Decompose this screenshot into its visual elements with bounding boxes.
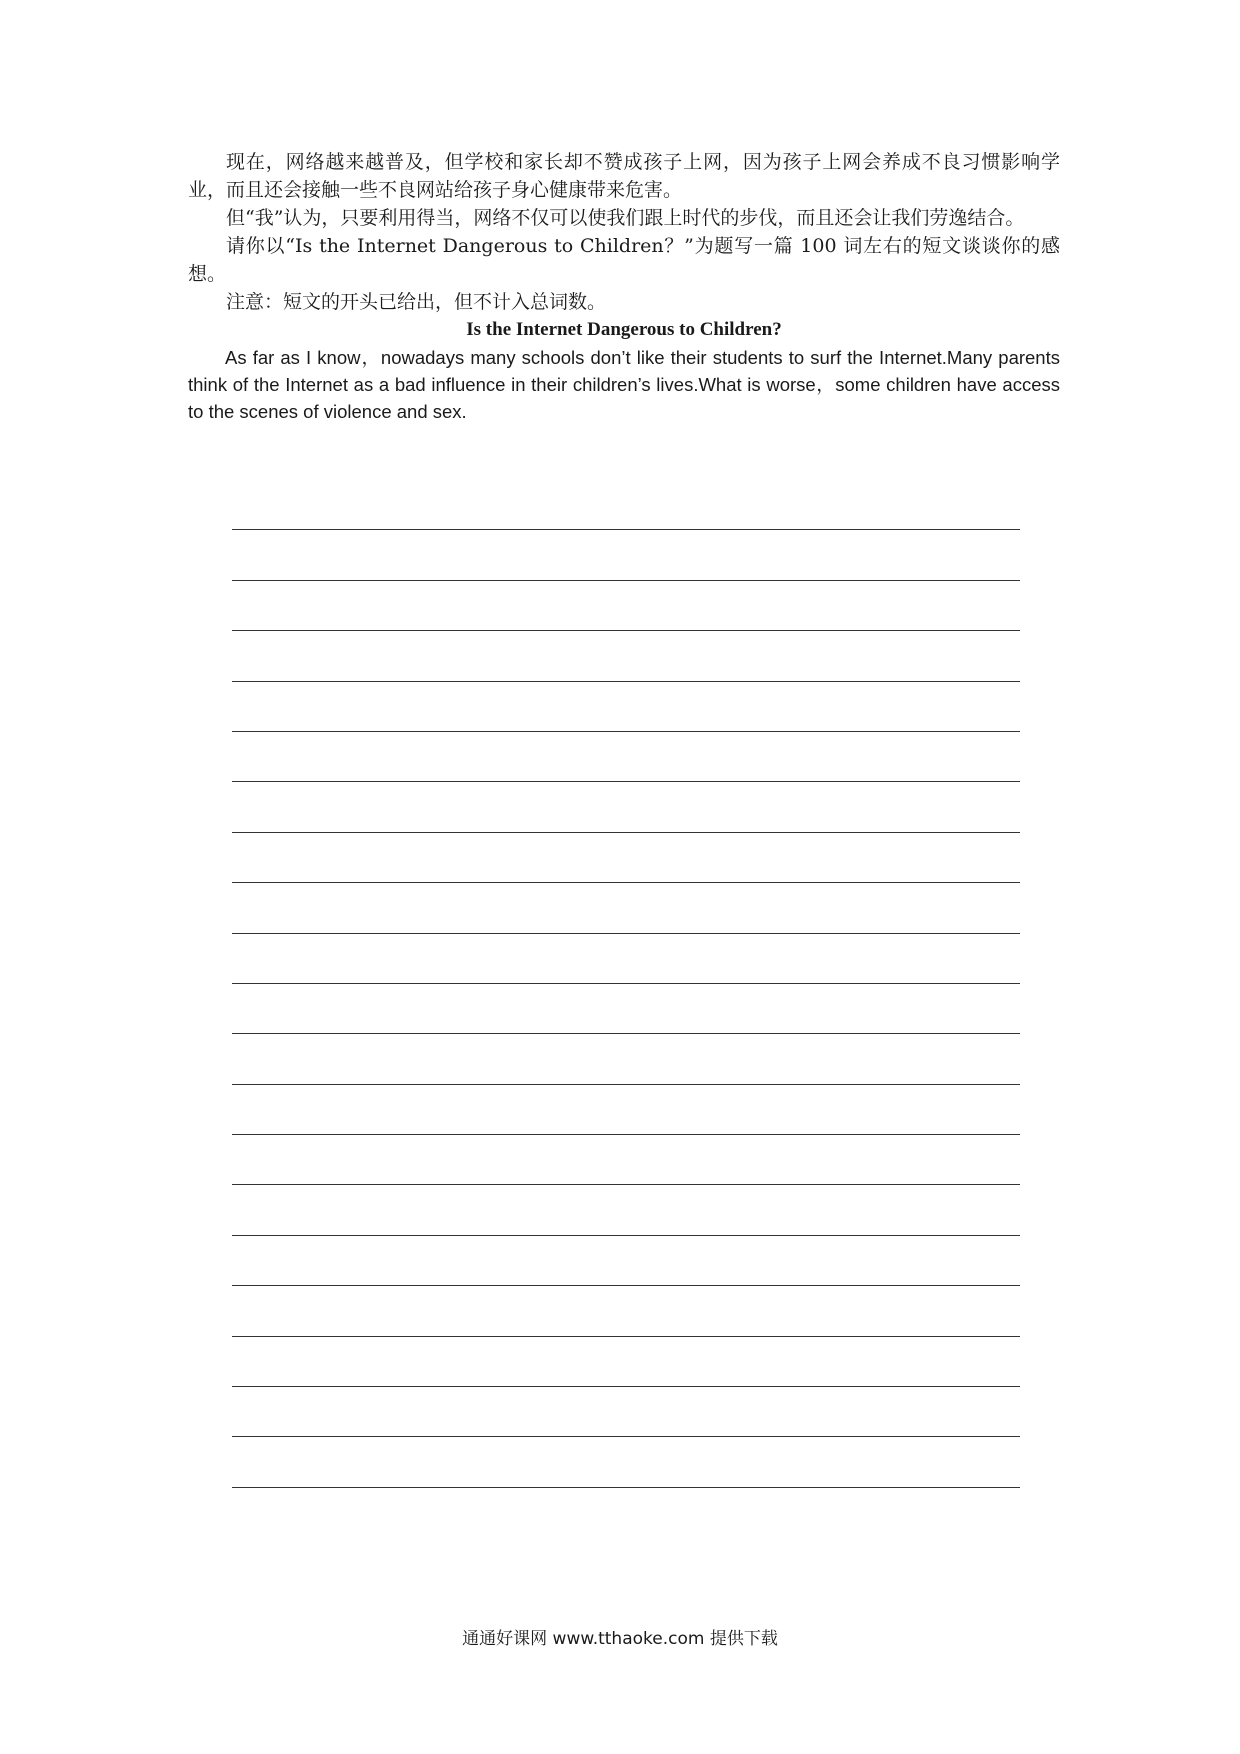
instruction-note: 注意：短文的开头已给出，但不计入总词数。: [226, 291, 607, 313]
writing-area: [232, 480, 1020, 1488]
writing-line: [232, 1135, 1020, 1185]
essay-opening: As far as I know，nowadays many schools don’t like their students to surf the Internet.Many parents think of the Internet as a bad influence in their children’s lives.What is worse，some children have access to the scenes of violence and sex.: [188, 347, 1060, 422]
writing-line: [232, 1085, 1020, 1135]
footer-credit: 通通好课网 www.tthaoke.com 提供下载: [462, 1629, 778, 1649]
essay-title: Is the Internet Dangerous to Children?: [466, 319, 782, 340]
writing-line: [232, 984, 1020, 1034]
writing-line: [232, 1236, 1020, 1286]
writing-line: [232, 1387, 1020, 1437]
writing-line: [232, 1337, 1020, 1387]
writing-line: [232, 883, 1020, 933]
writing-line: [232, 631, 1020, 681]
writing-line: [232, 1286, 1020, 1336]
writing-line: [232, 1437, 1020, 1487]
writing-line: [232, 530, 1020, 580]
question-block: [188, 148, 1060, 425]
instruction-paragraph-1: 现在，网络越来越普及，但学校和家长却不赞成孩子上网，因为孩子上网会养成不良习惯影响学业，而且还会接触一些不良网站给孩子身心健康带来危害。: [188, 151, 1060, 201]
writing-line: [232, 833, 1020, 883]
writing-line: [232, 1185, 1020, 1235]
writing-line: [232, 1034, 1020, 1084]
writing-line: [232, 782, 1020, 832]
writing-line: [232, 480, 1020, 530]
writing-line: [232, 682, 1020, 732]
writing-line: [232, 581, 1020, 631]
instruction-paragraph-2: 但“我”认为，只要利用得当，网络不仅可以使我们跟上时代的步伐，而且还会让我们劳逸结合。: [226, 207, 1025, 229]
instruction-paragraph-3: 请你以“Is the Internet Dangerous to Children？”为题写一篇 100 词左右的短文谈谈你的感想。: [188, 235, 1060, 285]
writing-line: [232, 934, 1020, 984]
writing-line: [232, 732, 1020, 782]
